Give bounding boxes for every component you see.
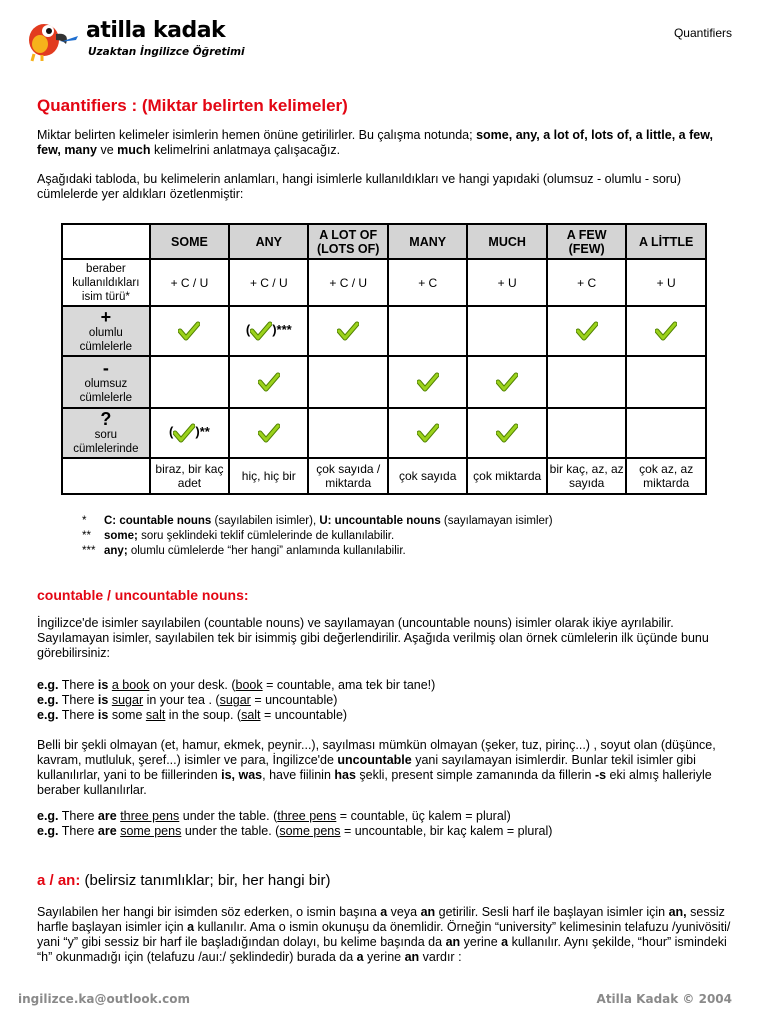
col-header: MUCH [467,224,547,259]
section2-paragraph: Sayılabilen her hangi bir isimden söz ederken, o ismin başına a veya an getirilir. Sesli harf ile başlayan isimler için an, sessiz harfle başlayan isimler için a kullanılır. Ama o ismin okunuşu da önemlidir. Örneğin “university” kelimesinin telafuzu /yunivösiti/ yani “y” gibi sessiz bir harf ile başladığından dolayı, bu kelime başında da an yerine a kullanılır. Aynı şekilde, “hour” ismindeki “h” okunmadığı için (telafuzu /auı:/ şeklindedir) burada da a yerine an vardır : [37,905,731,964]
table-cell [388,408,467,458]
parrot-logo-icon [20,14,80,62]
table-cell [467,306,547,356]
note-2: ** some; soru şeklindeki teklif cümlelerinde de kullanılabilir. [82,530,395,542]
table-cell: + C / U [229,259,308,306]
example-sentence: e.g. There are three pens under the table. (three pens = countable, üç kalem = plural) [37,809,511,823]
table-cell [150,408,229,458]
example-sentence: e.g. There is some salt in the soup. (salt = uncountable) [37,708,348,722]
table-row-meaning [62,458,706,494]
table-cell: biraz, bir kaç adet [150,458,229,494]
table-cell: çok az, az miktarda [626,458,706,494]
row-label-meaning [62,458,150,494]
table-cell: + U [626,259,706,306]
table-cell [547,306,626,356]
header-title: Quantifiers [673,26,732,40]
col-header: A LİTTLE [626,224,706,259]
question-symbol: ? [100,409,112,429]
table-row-positive [62,306,706,356]
col-header: MANY [388,224,467,259]
table-cell [308,408,388,458]
footer-email[interactable]: ingilizce.ka@outlook.com [18,992,190,1006]
table-header-row [62,224,706,259]
table-cell: + C [388,259,467,306]
footer-copyright: Atilla Kadak © 2004 [596,992,732,1006]
row-label-negative [62,356,150,408]
col-header: SOME [150,224,229,259]
check-icon [496,372,518,392]
table-cell: bir kaç, az, az sayıda [547,458,626,494]
table-cell: çok sayıda [388,458,467,494]
check-icon [178,321,200,341]
paren: )*** [272,322,292,338]
table-cell [308,356,388,408]
check-icon [496,423,518,443]
minus-symbol: - [102,358,109,378]
table-cell: çok sayıda / miktarda [308,458,388,494]
table-cell: + C / U [150,259,229,306]
col-header: A LOT OF (LOTS OF) [308,224,388,259]
row-label-text: soru cümlelerinde [73,429,139,455]
intro-paragraph-2: Aşağıdaki tabloda, bu kelimelerin anlamları, hangi isimlerle kullanıldıkları ve hangi yapıdaki (olumsuz - olumlu - soru) cümlelerde yer aldıkları özetlenmiştir: [37,172,682,201]
row-label-usage: beraber kullanıldıkları isim türü* [62,259,150,306]
table-notes [82,514,553,559]
section1-paragraph-2: Belli bir şekli olmayan (et, hamur, ekmek, peynir...), sayılması mümkün olmayan (şeker, tuz, pirinç...) , soyut olan (düşünce, kavram, mutluluk, şeref...) isimler ve para, İngilizce'de uncountable yani sayılamayan isimlerdir. Bunlar tekil isimler gibi kullanılırlar, yani to be fiillerinden is, was, have fiilinin has şekli, present simple zamanında da fillerin -s eki almış halleriyle beraber kullanılırlar. [37,738,716,797]
logo [20,14,80,62]
note-3: *** any; olumlu cümlelerde “her hangi” anlamında kullanılabilir. [82,545,406,557]
section1-paragraph-1: İngilizce'de isimler sayılabilen (countable nouns) ve sayılamayan (uncountable nouns) isimler olarak ikiye ayrılabilir. Sayılamayan isimler, sayılabilen tek bir isimmiş gibi değerlendirilir. Aşağıda verilmiş olan örnek cümlelerin ilk üçünde bunu görebilirsiniz: [37,616,709,660]
paren: ( [245,322,251,338]
check-icon [417,372,439,392]
table-cell [626,356,706,408]
table-row-question [62,408,706,458]
check-icon [417,423,439,443]
check-icon [250,321,272,341]
check-icon [258,423,280,443]
table-cell [308,306,388,356]
examples-1 [37,678,737,723]
row-label-question [62,408,150,458]
check-icon [258,372,280,392]
section-title-articles: a / an: (belirsiz tanımlıklar; bir, her hangi bir) [37,872,331,889]
check-icon [655,321,677,341]
table-row-negative [62,356,706,408]
paren: ( [169,424,174,440]
check-icon [173,423,195,443]
table-cell: çok miktarda [467,458,547,494]
check-icon [337,321,359,341]
brand-subtitle: Uzaktan İngilizce Öğretimi [88,46,245,58]
plus-symbol: + [100,307,112,327]
section-title-countable: countable / uncountable nouns: [37,587,249,603]
table-cell [229,408,308,458]
table-cell [626,306,706,356]
table-cell: hiç, hiç bir [229,458,308,494]
example-sentence: e.g. There are some pens under the table. (some pens = uncountable, bir kaç kalem = plural) [37,824,553,838]
row-label-positive [62,306,150,356]
table-cell [388,356,467,408]
row-label-text: olumlu cümlelerle [79,327,133,353]
page-title: Quantifiers : (Miktar belirten kelimeler) [37,96,348,115]
table-corner [62,224,150,259]
table-cell [626,408,706,458]
examples-2 [37,809,737,839]
check-icon [576,321,598,341]
table-cell [150,306,229,356]
paren: )** [195,424,210,440]
quantifiers-table [61,223,707,495]
intro-paragraph-1: Miktar belirten kelimeler isimlerin hemen önüne getirilirler. Bu çalışma notunda; some, any, a lot of, lots of, a little, a few, few, many ve much kelimelrini anlatmaya çalışacağız. [37,128,713,157]
table-cell [467,408,547,458]
table-cell [150,356,229,408]
brand-name: atilla kadak [86,18,226,43]
row-label-text: olumsuz cümlelerle [79,378,133,404]
table-cell: + C / U [308,259,388,306]
table-row-usage [62,259,706,306]
table-cell [229,306,308,356]
table-cell [547,356,626,408]
table-cell: + C [547,259,626,306]
note-1: * C: countable nouns (sayılabilen isimler), U: uncountable nouns (sayılamayan isimler) [82,515,553,527]
col-header: A FEW (FEW) [547,224,626,259]
table-cell [467,356,547,408]
example-sentence: e.g. There is a book on your desk. (book = countable, ama tek bir tane!) [37,678,436,692]
example-sentence: e.g. There is sugar in your tea . (sugar = uncountable) [37,693,338,707]
table-cell: + U [467,259,547,306]
table-cell [388,306,467,356]
table-cell [229,356,308,408]
table-cell [547,408,626,458]
col-header: ANY [229,224,308,259]
